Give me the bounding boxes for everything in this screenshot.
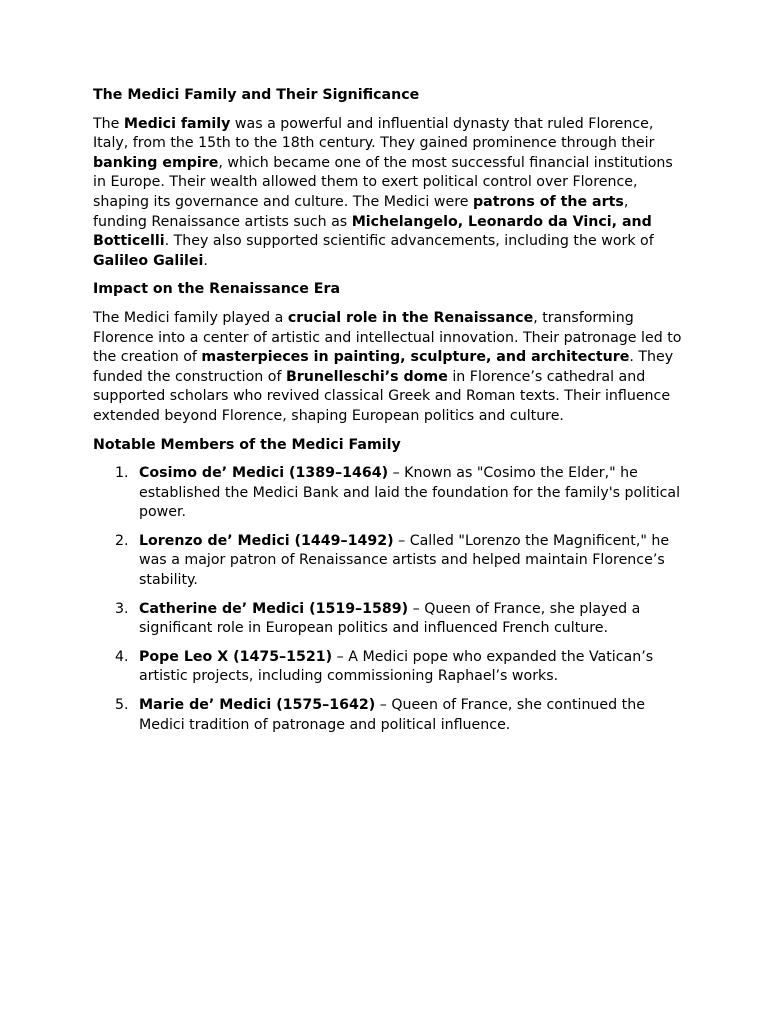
paragraph-significance: The Medici family was a powerful and influential dynasty that ruled Florence, Italy, from the 15th to the 18th century. They gained prominence through their banking empire, which became one of the most successful financial institutions in Europe. Their wealth allowed them to exert political control over Florence, shaping its governance and culture. The Medici were patrons of the arts, funding Renaissance artists such as Michelangelo, Leonardo da Vinci, and Botticelli. They also supported scientific advancements, including the work of Galileo Galilei.	[93, 115, 673, 269]
paragraph-impact: The Medici family played a crucial role in the Renaissance, transforming Florence into a center of artistic and intellectual innovation. Their patronage led to the creation of masterpieces in painting, sculpture, and architecture. They funded the construction of Brunelleschi’s dome in Florence’s cathedral and supported scholars who revived classical Greek and Roman texts. Their influence extended beyond Florence, shaping European politics and culture.	[93, 309, 682, 424]
list-item: 2. Lorenzo de’ Medici (1449–1492) – Called "Lorenzo the Magnificent," he was a major patron of Renaissance artists and helped maintain Florence’s stability.	[115, 532, 670, 589]
list-item: 5. Marie de’ Medici (1575–1642) – Queen of France, she continued the Medici tradition of patronage and political influence.	[115, 697, 645, 733]
list-item: 4. Pope Leo X (1475–1521) – A Medici pope who expanded the Vatican’s artistic projects, including commissioning Raphael’s works.	[115, 648, 654, 685]
list-item: 3. Catherine de’ Medici (1519–1589) – Queen of France, she played a significant role in European politics and influenced French culture.	[115, 600, 641, 637]
list-item: 1. Cosimo de’ Medici (1389–1464) – Known as "Cosimo the Elder," he established the Medici Bank and laid the foundation for the family's political power.	[115, 465, 681, 521]
section-heading-members: Notable Members of the Medici Family	[93, 436, 401, 453]
section-heading-significance: The Medici Family and Their Significance	[93, 87, 420, 103]
members-list	[93, 464, 683, 735]
document-page	[93, 86, 683, 744]
section-heading-impact: Impact on the Renaissance Era	[93, 281, 341, 298]
